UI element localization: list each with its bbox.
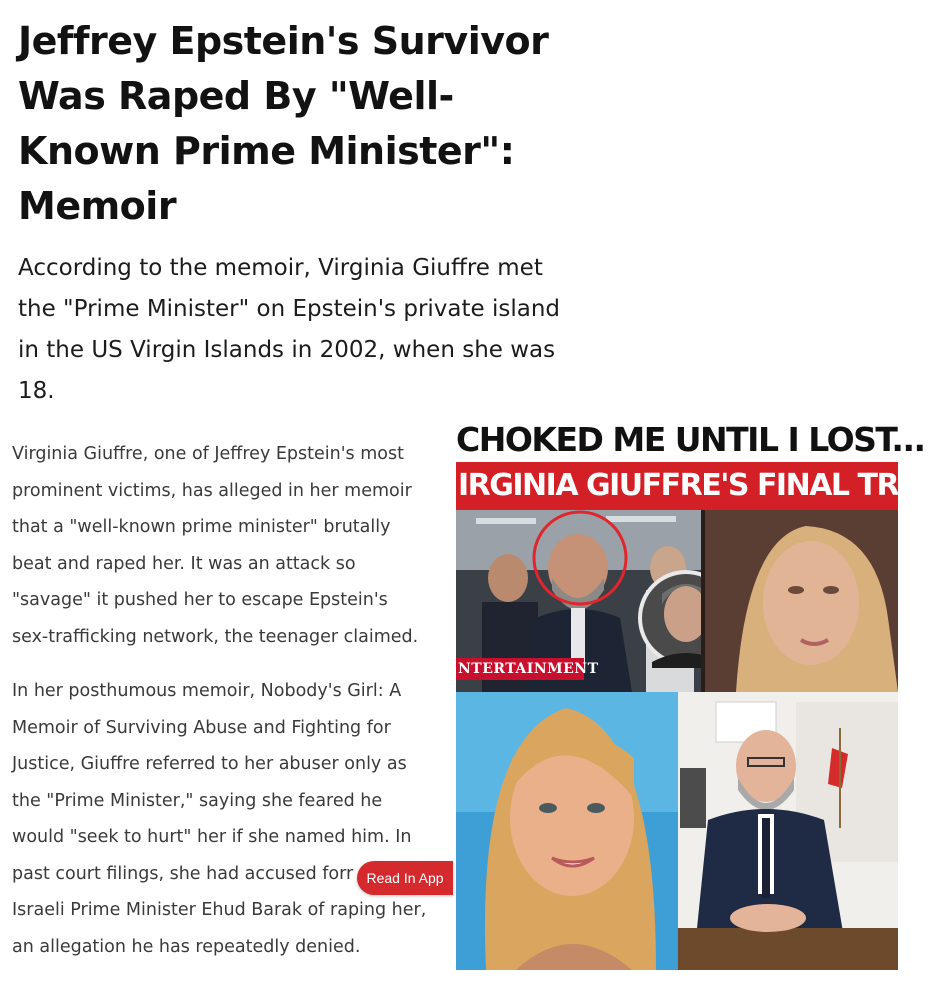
paragraph-line: prominent victims, has alleged in her memoir bbox=[12, 480, 412, 501]
paragraph-line: beat and raped her. It was an attack so bbox=[12, 553, 356, 574]
paragraph-line: In her posthumous memoir, Nobody's Girl: A bbox=[12, 681, 402, 701]
headline-line: Known Prime Minister": bbox=[18, 129, 515, 173]
paragraph-line: "savage" it pushed her to escape Epstein's bbox=[12, 590, 388, 610]
image-section-tag: NTERTAINMENT bbox=[456, 658, 584, 680]
headline-line: Jeffrey Epstein's Survivor bbox=[18, 19, 549, 63]
paragraph-line: Justice, Giuffre referred to her abuser only as bbox=[12, 754, 407, 774]
paragraph-line: past court filings, she had accused forr bbox=[12, 863, 354, 884]
dek-line: in the US Virgin Islands in 2002, when she was bbox=[18, 337, 556, 363]
image-banner-headline: CHOKED ME UNTIL I LOST... bbox=[456, 418, 898, 462]
paragraph-line: Memoir of Surviving Abuse and Fighting for bbox=[12, 717, 391, 738]
paragraph-line: Israeli Prime Minister Ehud Barak of raping her, bbox=[12, 900, 427, 920]
paragraph-line: sex-trafficking network, the teenager claimed. bbox=[12, 626, 419, 647]
headline-line: Was Raped By "Well- bbox=[18, 74, 454, 118]
article-headline bbox=[18, 14, 578, 234]
dek-line: According to the memoir, Virginia Giuffre met bbox=[18, 255, 543, 281]
paragraph-line: Virginia Giuffre, one of Jeffrey Epstein's most bbox=[12, 444, 404, 464]
dek-line: 18. bbox=[18, 378, 55, 404]
read-in-app-button[interactable]: Read In App bbox=[357, 861, 453, 895]
paragraph-line: that a "well-known prime minister" brutally bbox=[12, 517, 391, 537]
paragraph-line: the "Prime Minister," saying she feared he bbox=[12, 790, 383, 811]
dek-line: the "Prime Minister" on Epstein's private island bbox=[18, 296, 561, 322]
article-dek bbox=[18, 248, 578, 412]
paragraph-line: would "seek to hurt" her if she named him. In bbox=[12, 827, 412, 847]
paragraph-line: an allegation he has repeatedly denied. bbox=[12, 936, 361, 957]
article-paragraph-1 bbox=[12, 436, 452, 655]
headline-line: Memoir bbox=[18, 184, 177, 228]
article-image-collage bbox=[456, 418, 940, 970]
image-banner-subhead: IRGINIA GIUFFRE'S FINAL TRUT bbox=[456, 462, 898, 510]
article-paragraph-2 bbox=[12, 673, 452, 965]
